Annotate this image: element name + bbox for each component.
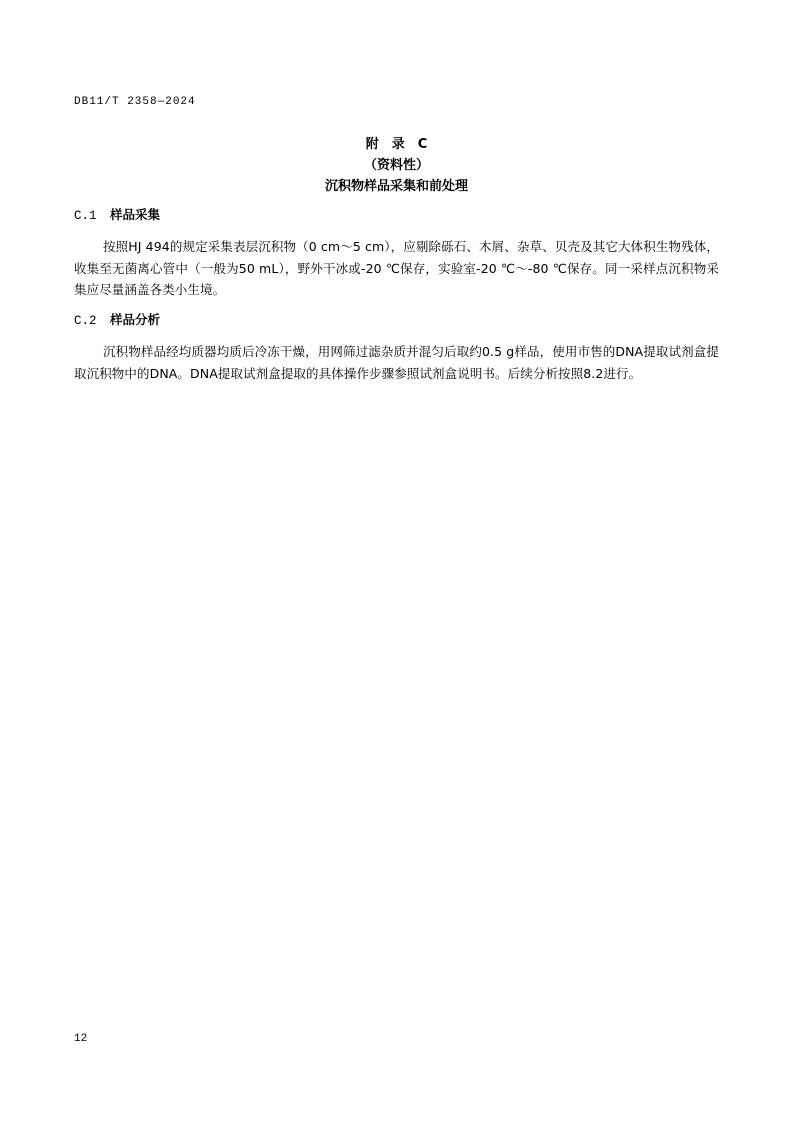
annex-title-block (0, 134, 793, 197)
page-number: 12 (74, 1033, 88, 1045)
section-heading (74, 206, 719, 224)
annex-label: 附 录 C (365, 137, 428, 152)
section-heading (74, 311, 719, 329)
section-sample-collection (74, 206, 719, 301)
document-code: DB11/T 2358—2024 (74, 96, 196, 108)
section-title: 样品采集 (110, 207, 161, 222)
section-body: 沉积物样品经均质器均质后冷冻干燥，用网筛过滤杂质并混匀后取约0.5 g样品，使用市售的DNA提取试剂盒提取沉积物中的DNA。DNA提取试剂盒提取的具体操作步骤参照试剂盒说明书。后续分析按照8.2进行。 (74, 344, 719, 381)
section-number: C.2 (74, 314, 97, 328)
annex-title: 沉积物样品采集和前处理 (324, 179, 468, 194)
section-title: 样品分析 (110, 312, 161, 327)
section-number: C.1 (74, 209, 97, 223)
annex-type: （资料性） (363, 158, 429, 173)
section-sample-analysis (74, 311, 719, 384)
section-body: 按照HJ 494的规定采集表层沉积物（0 cm～5 cm），应剔除砾石、木屑、杂草、贝壳及其它大体积生物残体，收集至无菌离心管中（一般为50 mL），野外干冰或-20 ℃保存，实验室-20 ℃～-80 ℃保存。同一采样点沉积物采集应尽量涵盖各类小生境。 (74, 239, 719, 297)
